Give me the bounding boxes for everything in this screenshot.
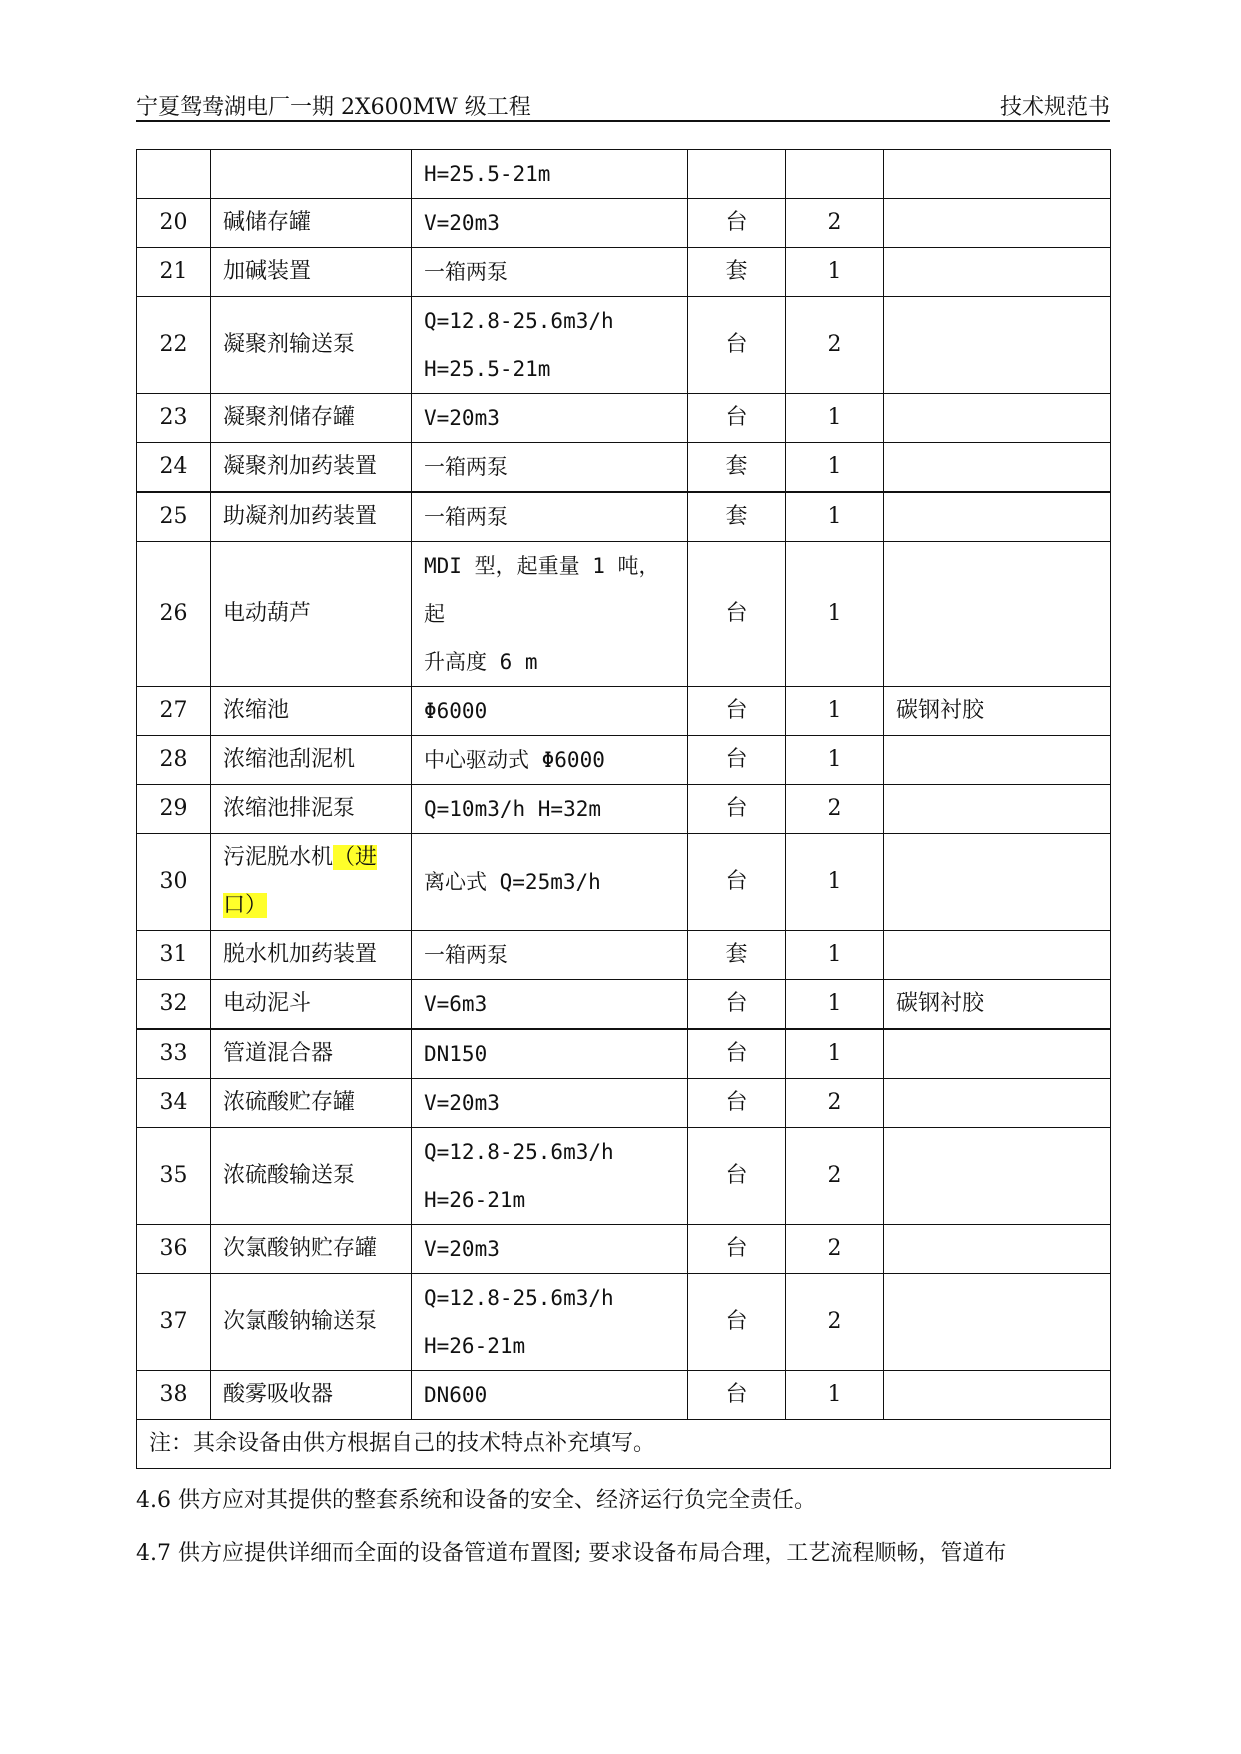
cell-equipment-name: 浓缩池 xyxy=(211,687,412,736)
cell-equipment-name: 浓硫酸输送泵 xyxy=(211,1128,412,1225)
highlighted-text: （进 xyxy=(333,845,378,870)
equipment-name-text: 污泥脱水机 xyxy=(223,845,334,870)
cell-equipment-name xyxy=(211,834,412,931)
cell-quantity: 1 xyxy=(786,542,884,687)
table-row xyxy=(137,199,1111,248)
cell-item-number: 26 xyxy=(137,542,211,687)
spec-line: V=20m3 xyxy=(424,406,500,430)
cell-remark xyxy=(884,248,1111,297)
cell-specification xyxy=(412,980,688,1030)
table-row xyxy=(137,1225,1111,1274)
cell-quantity: 1 xyxy=(786,1371,884,1420)
cell-item-number: 20 xyxy=(137,199,211,248)
cell-remark: 碳钢衬胶 xyxy=(884,980,1111,1030)
cell-equipment-name xyxy=(211,150,412,199)
cell-unit: 台 xyxy=(688,1371,786,1420)
cell-specification xyxy=(412,199,688,248)
spec-line: H=26-21m xyxy=(424,1334,526,1358)
cell-equipment-name: 凝聚剂输送泵 xyxy=(211,297,412,394)
cell-quantity: 1 xyxy=(786,980,884,1030)
cell-unit: 台 xyxy=(688,1225,786,1274)
cell-item-number: 25 xyxy=(137,492,211,542)
table-row xyxy=(137,687,1111,736)
cell-unit: 台 xyxy=(688,297,786,394)
spec-line: MDI 型，起重量 1 吨，起 xyxy=(424,554,660,626)
cell-quantity: 2 xyxy=(786,1225,884,1274)
cell-equipment-name: 浓缩池刮泥机 xyxy=(211,736,412,785)
cell-unit: 台 xyxy=(688,1029,786,1079)
cell-specification xyxy=(412,1029,688,1079)
header-doc-type: 技术规范书 xyxy=(999,95,1110,120)
cell-unit: 台 xyxy=(688,736,786,785)
cell-quantity: 1 xyxy=(786,736,884,785)
cell-item-number: 27 xyxy=(137,687,211,736)
cell-unit: 台 xyxy=(688,199,786,248)
cell-remark xyxy=(884,931,1111,980)
cell-equipment-name: 助凝剂加药装置 xyxy=(211,492,412,542)
spec-line: 离心式 Q=25m3/h xyxy=(424,870,601,894)
spec-line: Q=12.8-25.6m3/h xyxy=(424,1140,614,1164)
cell-specification xyxy=(412,1079,688,1128)
spec-line: DN150 xyxy=(424,1042,488,1066)
table-row xyxy=(137,1128,1111,1225)
spec-line: Q=10m3/h H=32m xyxy=(424,797,602,821)
paragraph-4-6: 4.6 供方应对其提供的整套系统和设备的安全、经济运行负完全责任。 xyxy=(136,1488,816,1513)
cell-specification xyxy=(412,492,688,542)
page-header xyxy=(136,88,1110,122)
cell-remark xyxy=(884,199,1111,248)
cell-unit: 台 xyxy=(688,687,786,736)
cell-specification xyxy=(412,297,688,394)
spec-line: V=6m3 xyxy=(424,992,488,1016)
table-row xyxy=(137,542,1111,687)
cell-remark: 碳钢衬胶 xyxy=(884,687,1111,736)
cell-unit: 台 xyxy=(688,834,786,931)
table-note-row xyxy=(137,1420,1111,1469)
cell-equipment-name: 凝聚剂储存罐 xyxy=(211,394,412,443)
cell-item-number: 29 xyxy=(137,785,211,834)
cell-remark xyxy=(884,834,1111,931)
cell-specification xyxy=(412,1274,688,1371)
cell-specification xyxy=(412,687,688,736)
cell-remark xyxy=(884,443,1111,493)
spec-line: Q=12.8-25.6m3/h xyxy=(424,309,614,333)
cell-item-number: 23 xyxy=(137,394,211,443)
table-row xyxy=(137,785,1111,834)
cell-quantity: 1 xyxy=(786,931,884,980)
cell-equipment-name: 脱水机加药装置 xyxy=(211,931,412,980)
cell-remark xyxy=(884,150,1111,199)
cell-equipment-name: 碱储存罐 xyxy=(211,199,412,248)
spec-line: Φ6000 xyxy=(424,699,488,723)
cell-equipment-name: 管道混合器 xyxy=(211,1029,412,1079)
table-row xyxy=(137,492,1111,542)
cell-item-number: 37 xyxy=(137,1274,211,1371)
cell-specification xyxy=(412,785,688,834)
cell-unit: 台 xyxy=(688,1079,786,1128)
cell-unit: 台 xyxy=(688,785,786,834)
cell-remark xyxy=(884,1128,1111,1225)
cell-specification xyxy=(412,1128,688,1225)
table-row xyxy=(137,834,1111,931)
cell-equipment-name: 电动葫芦 xyxy=(211,542,412,687)
equipment-table xyxy=(136,149,1111,1469)
cell-item-number: 32 xyxy=(137,980,211,1030)
spec-line: 升高度 6 m xyxy=(424,650,538,674)
paragraph-4-7: 4.7 供方应提供详细而全面的设备管道布置图; 要求设备布局合理，工艺流程顺畅，管道布 xyxy=(136,1541,1007,1566)
cell-item-number: 24 xyxy=(137,443,211,493)
cell-item-number: 21 xyxy=(137,248,211,297)
cell-item-number: 30 xyxy=(137,834,211,931)
cell-unit: 台 xyxy=(688,1128,786,1225)
cell-item-number: 31 xyxy=(137,931,211,980)
cell-remark xyxy=(884,492,1111,542)
table-row xyxy=(137,248,1111,297)
cell-quantity: 1 xyxy=(786,834,884,931)
table-row xyxy=(137,150,1111,199)
table-row xyxy=(137,394,1111,443)
spec-line: Q=12.8-25.6m3/h xyxy=(424,1286,614,1310)
cell-unit: 台 xyxy=(688,542,786,687)
cell-remark xyxy=(884,542,1111,687)
cell-unit: 套 xyxy=(688,443,786,493)
cell-unit: 台 xyxy=(688,1274,786,1371)
cell-item-number xyxy=(137,150,211,199)
spec-line: 一箱两泵 xyxy=(424,260,508,284)
cell-item-number: 34 xyxy=(137,1079,211,1128)
spec-line: V=20m3 xyxy=(424,1237,500,1261)
cell-specification xyxy=(412,736,688,785)
header-project-title: 宁夏鸳鸯湖电厂一期 2X600MW 级工程 xyxy=(136,95,531,120)
table-row xyxy=(137,931,1111,980)
table-row xyxy=(137,443,1111,493)
cell-remark xyxy=(884,785,1111,834)
cell-item-number: 33 xyxy=(137,1029,211,1079)
spec-line: 中心驱动式 Φ6000 xyxy=(424,748,605,772)
cell-specification xyxy=(412,1371,688,1420)
cell-unit: 台 xyxy=(688,394,786,443)
cell-item-number: 36 xyxy=(137,1225,211,1274)
cell-item-number: 35 xyxy=(137,1128,211,1225)
table-row xyxy=(137,980,1111,1030)
cell-remark xyxy=(884,1079,1111,1128)
spec-line: H=26-21m xyxy=(424,1188,526,1212)
cell-quantity: 1 xyxy=(786,492,884,542)
table-row xyxy=(137,297,1111,394)
cell-quantity: 1 xyxy=(786,1029,884,1079)
cell-specification xyxy=(412,150,688,199)
cell-quantity: 2 xyxy=(786,1128,884,1225)
cell-quantity: 2 xyxy=(786,199,884,248)
table-note: 注：其余设备由供方根据自己的技术特点补充填写。 xyxy=(137,1420,1111,1469)
cell-specification xyxy=(412,834,688,931)
cell-remark xyxy=(884,1274,1111,1371)
cell-equipment-name: 浓硫酸贮存罐 xyxy=(211,1079,412,1128)
cell-remark xyxy=(884,394,1111,443)
cell-unit: 套 xyxy=(688,248,786,297)
cell-quantity: 2 xyxy=(786,297,884,394)
cell-unit: 套 xyxy=(688,492,786,542)
cell-specification xyxy=(412,931,688,980)
cell-quantity: 2 xyxy=(786,1274,884,1371)
cell-item-number: 28 xyxy=(137,736,211,785)
table-row xyxy=(137,736,1111,785)
cell-unit: 套 xyxy=(688,931,786,980)
cell-remark xyxy=(884,736,1111,785)
cell-quantity: 2 xyxy=(786,1079,884,1128)
cell-specification xyxy=(412,443,688,493)
cell-equipment-name: 凝聚剂加药装置 xyxy=(211,443,412,493)
cell-unit xyxy=(688,150,786,199)
cell-specification xyxy=(412,394,688,443)
cell-specification xyxy=(412,542,688,687)
cell-quantity: 1 xyxy=(786,687,884,736)
cell-quantity xyxy=(786,150,884,199)
cell-quantity: 1 xyxy=(786,248,884,297)
cell-remark xyxy=(884,297,1111,394)
cell-quantity: 1 xyxy=(786,443,884,493)
cell-quantity: 2 xyxy=(786,785,884,834)
spec-line: V=20m3 xyxy=(424,1091,500,1115)
cell-item-number: 22 xyxy=(137,297,211,394)
spec-line: 一箱两泵 xyxy=(424,455,508,479)
cell-unit: 台 xyxy=(688,980,786,1030)
equipment-table-body xyxy=(137,150,1111,1469)
cell-equipment-name: 次氯酸钠贮存罐 xyxy=(211,1225,412,1274)
cell-equipment-name: 次氯酸钠输送泵 xyxy=(211,1274,412,1371)
cell-item-number: 38 xyxy=(137,1371,211,1420)
cell-equipment-name: 酸雾吸收器 xyxy=(211,1371,412,1420)
cell-remark xyxy=(884,1225,1111,1274)
spec-line: 一箱两泵 xyxy=(424,943,508,967)
table-row xyxy=(137,1029,1111,1079)
cell-remark xyxy=(884,1371,1111,1420)
table-row xyxy=(137,1079,1111,1128)
cell-equipment-name: 浓缩池排泥泵 xyxy=(211,785,412,834)
spec-line: DN600 xyxy=(424,1383,488,1407)
cell-specification xyxy=(412,1225,688,1274)
spec-line: V=20m3 xyxy=(424,211,500,235)
highlighted-text: 口） xyxy=(223,893,268,918)
spec-line: H=25.5-21m xyxy=(424,357,551,381)
spec-line: H=25.5-21m xyxy=(424,162,551,186)
table-row xyxy=(137,1371,1111,1420)
cell-equipment-name: 加碱装置 xyxy=(211,248,412,297)
spec-line: 一箱两泵 xyxy=(424,505,508,529)
cell-equipment-name: 电动泥斗 xyxy=(211,980,412,1030)
cell-remark xyxy=(884,1029,1111,1079)
cell-quantity: 1 xyxy=(786,394,884,443)
table-row xyxy=(137,1274,1111,1371)
cell-specification xyxy=(412,248,688,297)
